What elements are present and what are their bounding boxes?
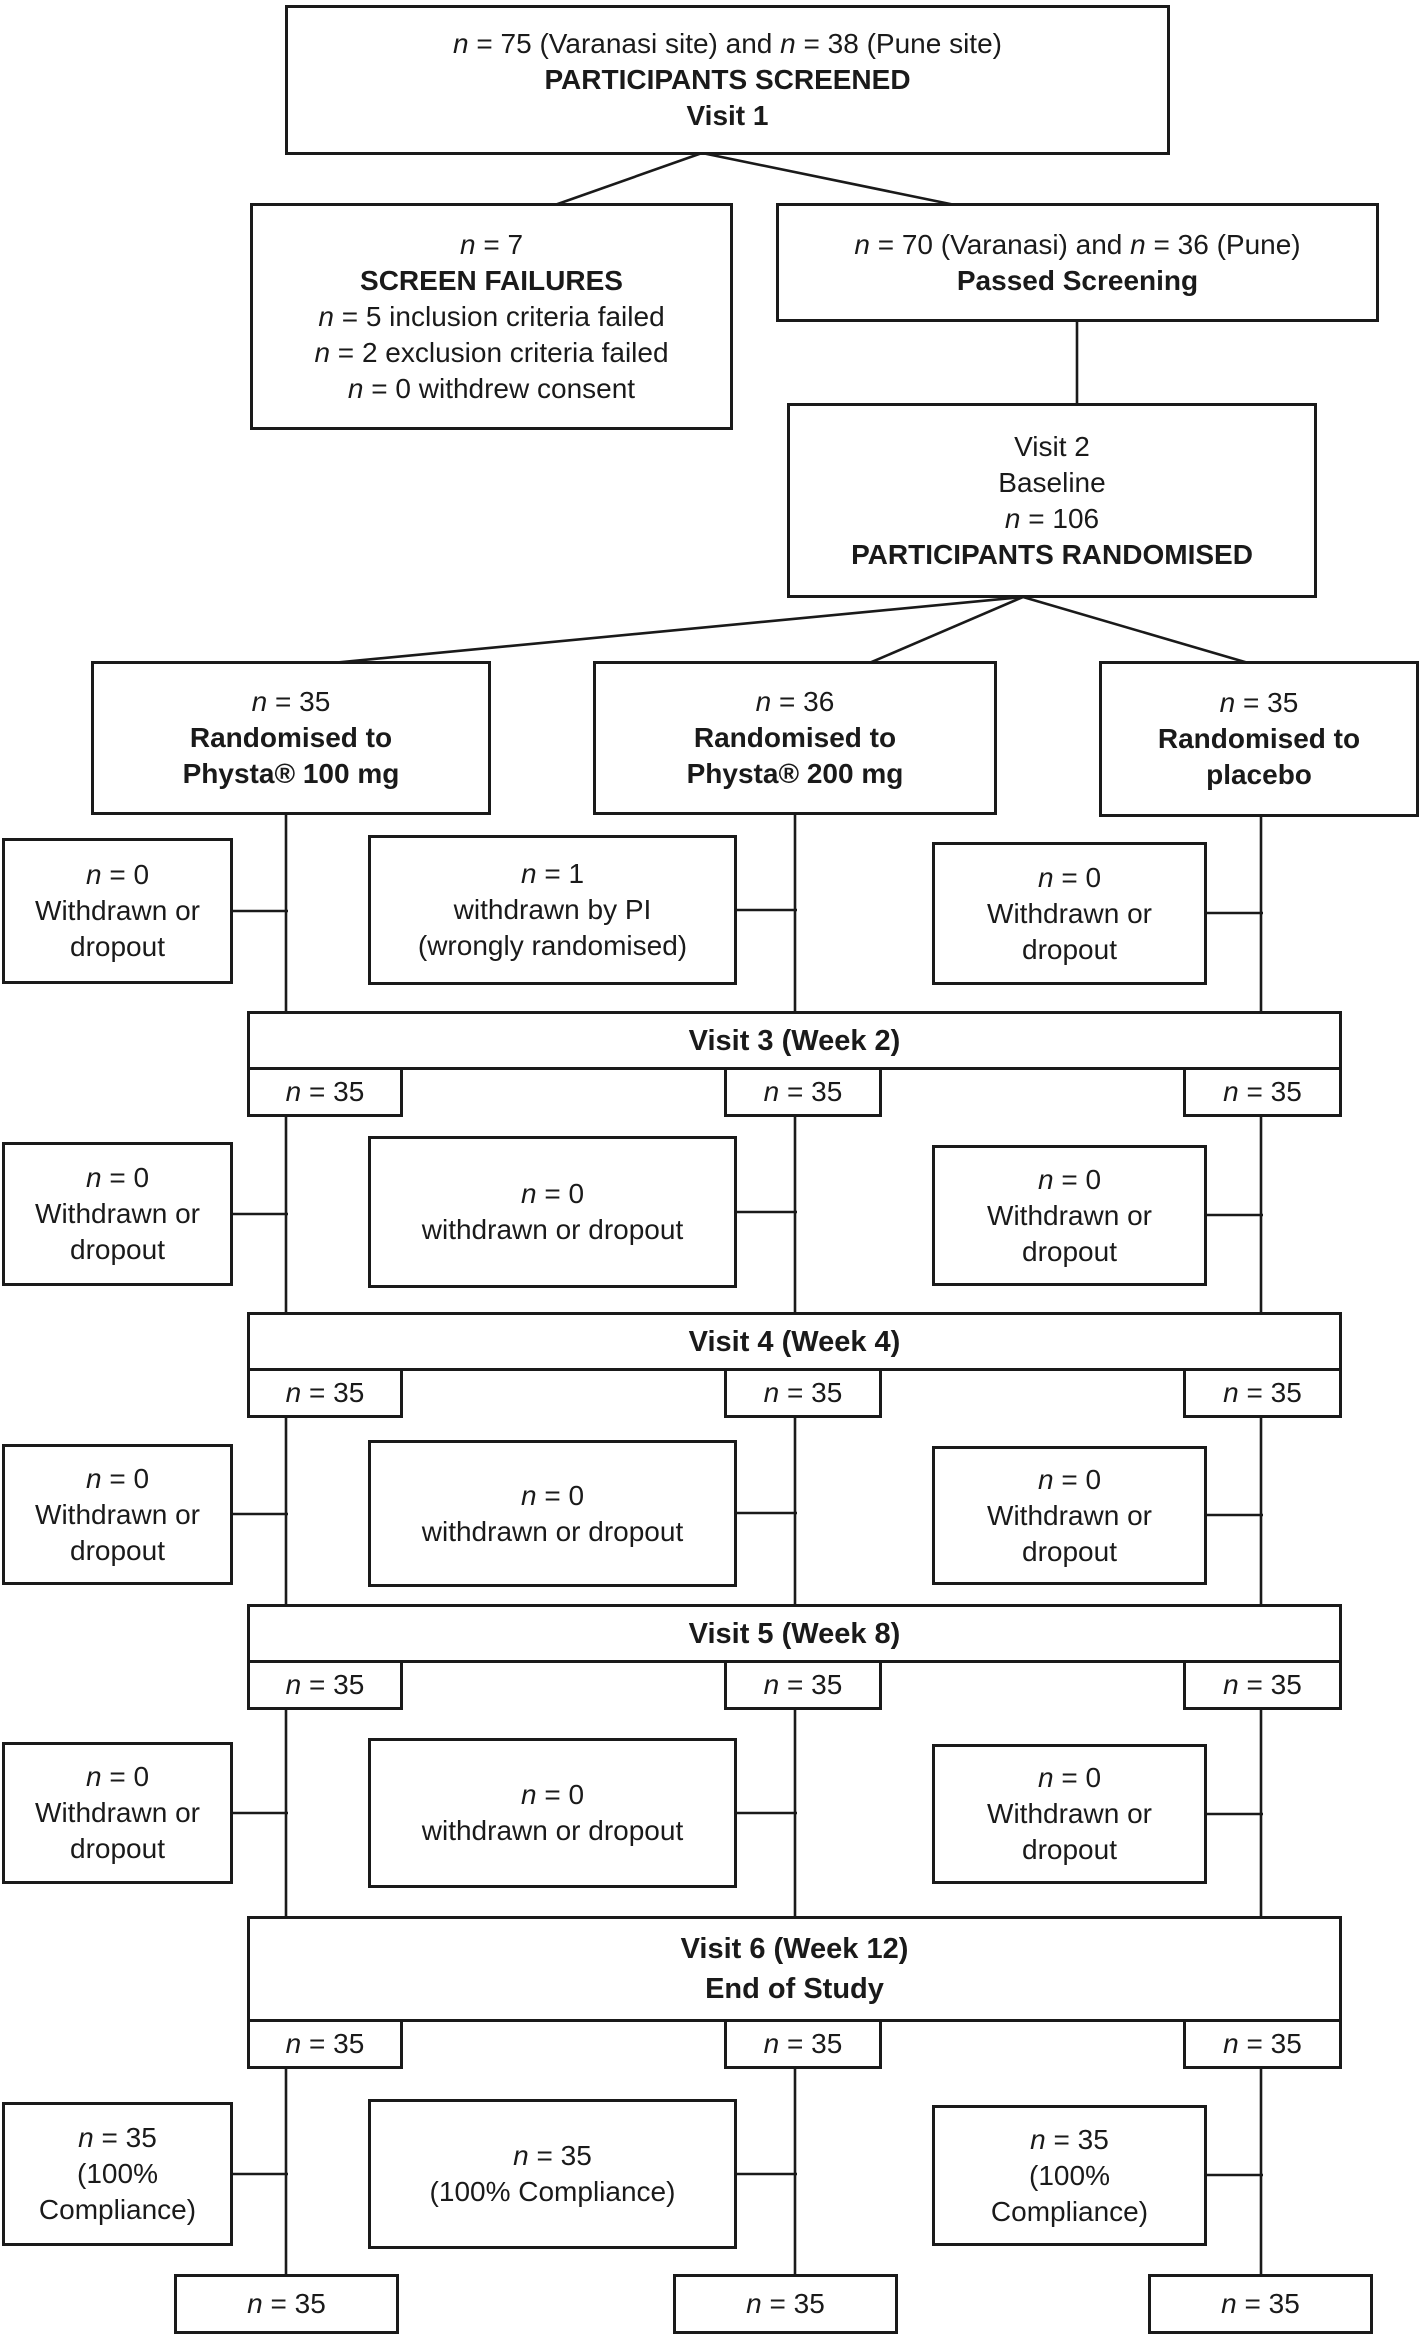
text-line: Compliance) <box>38 2194 197 2225</box>
text-line: n = 0 withdrew consent <box>347 372 636 404</box>
text-line: n = 35 <box>285 2028 365 2059</box>
connector-line <box>702 153 960 206</box>
text-line: Visit 3 (Week 2) <box>688 1024 901 1057</box>
text-line: Withdrawn or <box>987 897 1152 929</box>
visit3-n-left-box <box>247 1067 403 1117</box>
visit5-n-right-box <box>1183 1660 1342 1710</box>
visit6-n-left-box <box>247 2019 403 2069</box>
passed-screening-box <box>776 203 1379 322</box>
visit4-bar <box>247 1312 1342 1371</box>
text-line: n = 0 <box>520 1779 585 1810</box>
visit4-n-right-box <box>1183 1368 1342 1418</box>
text-line: n = 35 <box>763 1076 843 1107</box>
text-line: n = 5 inclusion criteria failed <box>318 300 665 332</box>
text-line: Withdrawn or <box>987 1199 1152 1231</box>
text-line: n = 106 <box>1004 502 1100 534</box>
text-line: dropout <box>1022 1535 1117 1567</box>
visit3-n-mid-box <box>724 1067 882 1117</box>
text-line: PARTICIPANTS RANDOMISED <box>851 538 1253 570</box>
text-line: n = 0 <box>85 1761 150 1792</box>
text-line: n = 35 <box>78 2122 157 2153</box>
text-line: n = 1 <box>520 858 585 889</box>
text-line: n = 35 <box>247 2288 326 2319</box>
text-line: Withdrawn or <box>987 1499 1152 1531</box>
text-line: Randomised to <box>1157 723 1361 754</box>
text-line: (100% Compliance) <box>429 2176 676 2207</box>
visit6-n-mid-box <box>724 2019 882 2069</box>
text-line: withdrawn or dropout <box>421 1815 684 1846</box>
text-line: Baseline <box>998 466 1106 498</box>
withdrawn-row1-right-box <box>932 842 1207 985</box>
text-line: Randomised to <box>693 722 897 753</box>
text-line: placebo <box>1206 759 1312 790</box>
text-line: n = 7 <box>459 228 524 260</box>
text-line: n = 35 <box>285 1377 365 1408</box>
withdrawn-row4-right-box <box>932 1744 1207 1884</box>
text-line: Visit 5 (Week 8) <box>688 1617 901 1650</box>
text-line: n = 0 <box>85 1462 150 1494</box>
text-line: n = 35 <box>746 2288 825 2319</box>
text-line: withdrawn by PI <box>453 894 652 925</box>
withdrawn-row2-left-box <box>2 1142 233 1286</box>
text-line: Visit 2 <box>1014 430 1090 462</box>
visit3-bar <box>247 1011 1342 1070</box>
text-line: n = 0 <box>1037 1762 1102 1793</box>
connector-line <box>290 597 1023 667</box>
text-line: dropout <box>1022 1235 1117 1267</box>
text-line: n = 35 <box>251 686 331 717</box>
text-line: dropout <box>70 1234 165 1265</box>
participants-screened-box <box>285 5 1170 155</box>
text-line: withdrawn or dropout <box>421 1214 684 1245</box>
withdrawn-row3-mid-box <box>368 1440 737 1587</box>
text-line: n = 35 <box>1223 1076 1302 1107</box>
text-line: Withdrawn or <box>987 1798 1152 1829</box>
visit5-n-mid-box <box>724 1660 882 1710</box>
text-line: Physta® 100 mg <box>182 758 400 789</box>
text-line: n = 0 <box>1037 861 1102 893</box>
text-line: Randomised to <box>189 722 393 753</box>
text-line: n = 35 <box>1219 687 1299 718</box>
text-line: dropout <box>70 1833 165 1864</box>
text-line: dropout <box>70 1534 165 1566</box>
text-line: n = 70 (Varanasi) and n = 36 (Pune) <box>854 228 1301 260</box>
visit5-n-left-box <box>247 1660 403 1710</box>
visit4-n-mid-box <box>724 1368 882 1418</box>
text-line: Visit 4 (Week 4) <box>688 1325 901 1358</box>
visit5-bar <box>247 1604 1342 1663</box>
withdrawn-row2-right-box <box>932 1145 1207 1286</box>
text-line: n = 0 <box>1037 1163 1102 1195</box>
text-line: n = 35 <box>513 2140 592 2171</box>
text-line: withdrawn or dropout <box>421 1515 684 1547</box>
withdrawn-row2-mid-box <box>368 1136 737 1288</box>
arm-physta-100-box <box>91 661 491 815</box>
text-line: Passed Screening <box>956 264 1199 296</box>
text-line: n = 35 <box>763 2028 843 2059</box>
compliance-mid-box <box>368 2099 737 2249</box>
text-line: Withdrawn or <box>35 895 200 926</box>
text-line: n = 35 <box>285 1076 365 1107</box>
arm-placebo-box <box>1099 661 1419 817</box>
text-line: n = 35 <box>763 1377 843 1408</box>
text-line: Withdrawn or <box>35 1198 200 1229</box>
text-line: n = 0 <box>520 1178 585 1209</box>
text-line: n = 35 <box>763 1669 843 1700</box>
withdrawn-row4-mid-box <box>368 1738 737 1888</box>
visit6-bar <box>247 1916 1342 2022</box>
final-n-right-box <box>1148 2274 1373 2334</box>
text-line: n = 36 <box>755 686 835 717</box>
text-line: dropout <box>1022 1834 1117 1865</box>
visit6-n-right-box <box>1183 2019 1342 2069</box>
text-line: n = 75 (Varanasi site) and n = 38 (Pune site) <box>453 28 1002 59</box>
text-line: Visit 6 (Week 12) <box>680 1933 909 1965</box>
text-line: End of Study <box>705 1973 884 2005</box>
text-line: (wrongly randomised) <box>417 930 688 961</box>
text-line: Compliance) <box>990 2195 1149 2227</box>
text-line: dropout <box>1022 933 1117 965</box>
final-n-mid-box <box>673 2274 898 2334</box>
text-line: n = 0 <box>520 1479 585 1511</box>
screen-failures-box <box>250 203 733 430</box>
text-line: n = 0 <box>85 1162 150 1193</box>
connector-line <box>860 597 1023 667</box>
text-line: Physta® 200 mg <box>686 758 904 789</box>
withdrawn-row1-left-box <box>2 838 233 984</box>
withdrawn-row3-right-box <box>932 1446 1207 1585</box>
withdrawn-row1-mid-box <box>368 835 737 985</box>
text-line: Withdrawn or <box>35 1498 200 1530</box>
connector-line <box>1023 597 1262 667</box>
text-line: dropout <box>70 931 165 962</box>
text-line: n = 2 exclusion criteria failed <box>314 336 669 368</box>
text-line: Visit 1 <box>686 100 769 131</box>
text-line: n = 35 <box>1223 1377 1302 1408</box>
text-line: n = 35 <box>1030 2123 1109 2155</box>
arm-physta-200-box <box>593 661 997 815</box>
text-line: Withdrawn or <box>35 1797 200 1828</box>
connector-line <box>552 153 702 206</box>
text-line: PARTICIPANTS SCREENED <box>544 64 911 95</box>
text-line: n = 35 <box>1223 1669 1302 1700</box>
randomised-box <box>787 403 1317 598</box>
text-line: n = 35 <box>285 1669 365 1700</box>
compliance-left-box <box>2 2102 233 2246</box>
text-line: n = 0 <box>85 859 150 890</box>
text-line: n = 0 <box>1037 1463 1102 1495</box>
text-line: (100% <box>1029 2159 1110 2191</box>
withdrawn-row3-left-box <box>2 1444 233 1585</box>
visit4-n-left-box <box>247 1368 403 1418</box>
text-line: (100% <box>77 2158 158 2189</box>
final-n-left-box <box>174 2274 399 2334</box>
text-line: n = 35 <box>1223 2028 1302 2059</box>
withdrawn-row4-left-box <box>2 1742 233 1884</box>
compliance-right-box <box>932 2105 1207 2246</box>
text-line: SCREEN FAILURES <box>360 264 623 296</box>
text-line: n = 35 <box>1221 2288 1300 2319</box>
visit3-n-right-box <box>1183 1067 1342 1117</box>
